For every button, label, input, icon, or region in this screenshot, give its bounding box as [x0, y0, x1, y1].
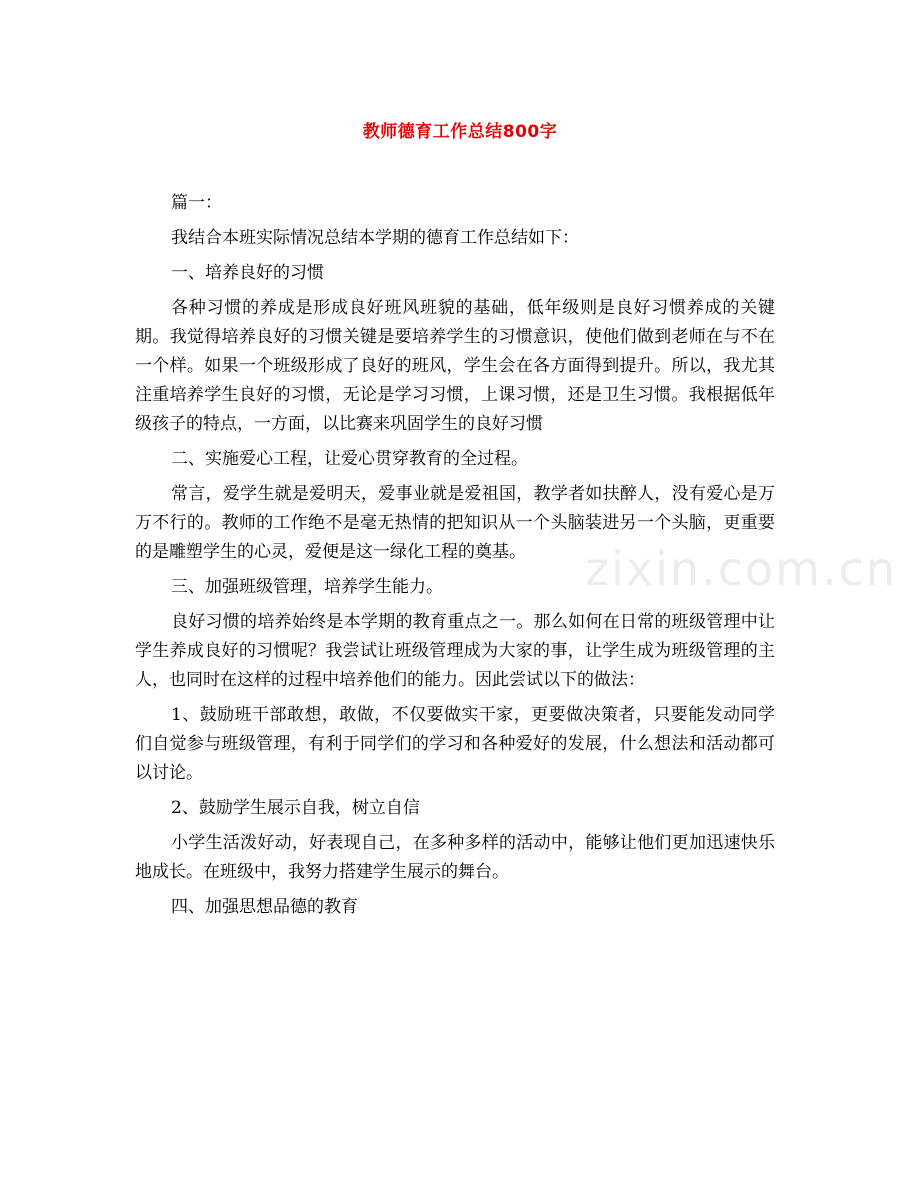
paragraph-intro: 我结合本班实际情况总结本学期的德育工作总结如下：	[171, 228, 579, 248]
section-heading-1: 一、培养良好的习惯	[171, 263, 324, 283]
paragraph-class-management: 良好习惯的培养始终是本学期的教育重点之一。那么如何在日常的班级管理中让学生养成良好的习惯呢？我尝试让班级管理成为大家的事，让学生成为班级管理的主人，也同时在这样的过程中培养他们的能力。因此尝试以下的做法：	[135, 612, 775, 690]
document-body	[135, 189, 775, 928]
paragraph-habits: 各种习惯的养成是形成良好班风班貌的基础，低年级则是良好习惯养成的关键期。我觉得培养良好的习惯关键是要培养学生的习惯意识，使他们做到老师在与不在一个样。如果一个班级形成了良好的班风，学生会在各方面得到提升。所以，我尤其注重培养学生良好的习惯，无论是学习习惯，上课习惯，还是卫生习惯。我根据低年级孩子的特点，一方面，以比赛来巩固学生的良好习惯	[135, 298, 775, 434]
watermark: zixin.com.cn	[585, 542, 898, 596]
section-heading-3: 三、加强班级管理，培养学生能力。	[171, 577, 443, 597]
paragraph-self-display: 小学生活泼好动，好表现自己，在多种多样的活动中，能够让他们更加迅速快乐地成长。在班级中，我努力搭建学生展示的舞台。	[135, 833, 775, 882]
section-heading-4: 四、加强思想品德的教育	[171, 897, 358, 917]
document-title: 教师德育工作总结800字	[362, 122, 558, 142]
section-heading-2: 二、实施爱心工程，让爱心贯穿教育的全过程。	[171, 449, 528, 469]
paragraph-heading-part-one: 篇一：	[171, 193, 222, 213]
list-item-1: 1、鼓励班干部敢想，敢做，不仅要做实干家，更要做决策者，只要能发动同学们自觉参与班级管理，有利于同学们的学习和各种爱好的发展，什么想法和活动都可以讨论。	[135, 705, 775, 783]
list-item-2: 2、鼓励学生展示自我，树立自信	[171, 798, 420, 818]
paragraph-love: 常言，爱学生就是爱明天，爱事业就是爱祖国，教学者如扶醉人，没有爱心是万万不行的。教师的工作绝不是毫无热情的把知识从一个头脑装进另一个头脑，更重要的是雕塑学生的心灵，爱便是这一绿化工程的奠基。	[135, 484, 775, 562]
